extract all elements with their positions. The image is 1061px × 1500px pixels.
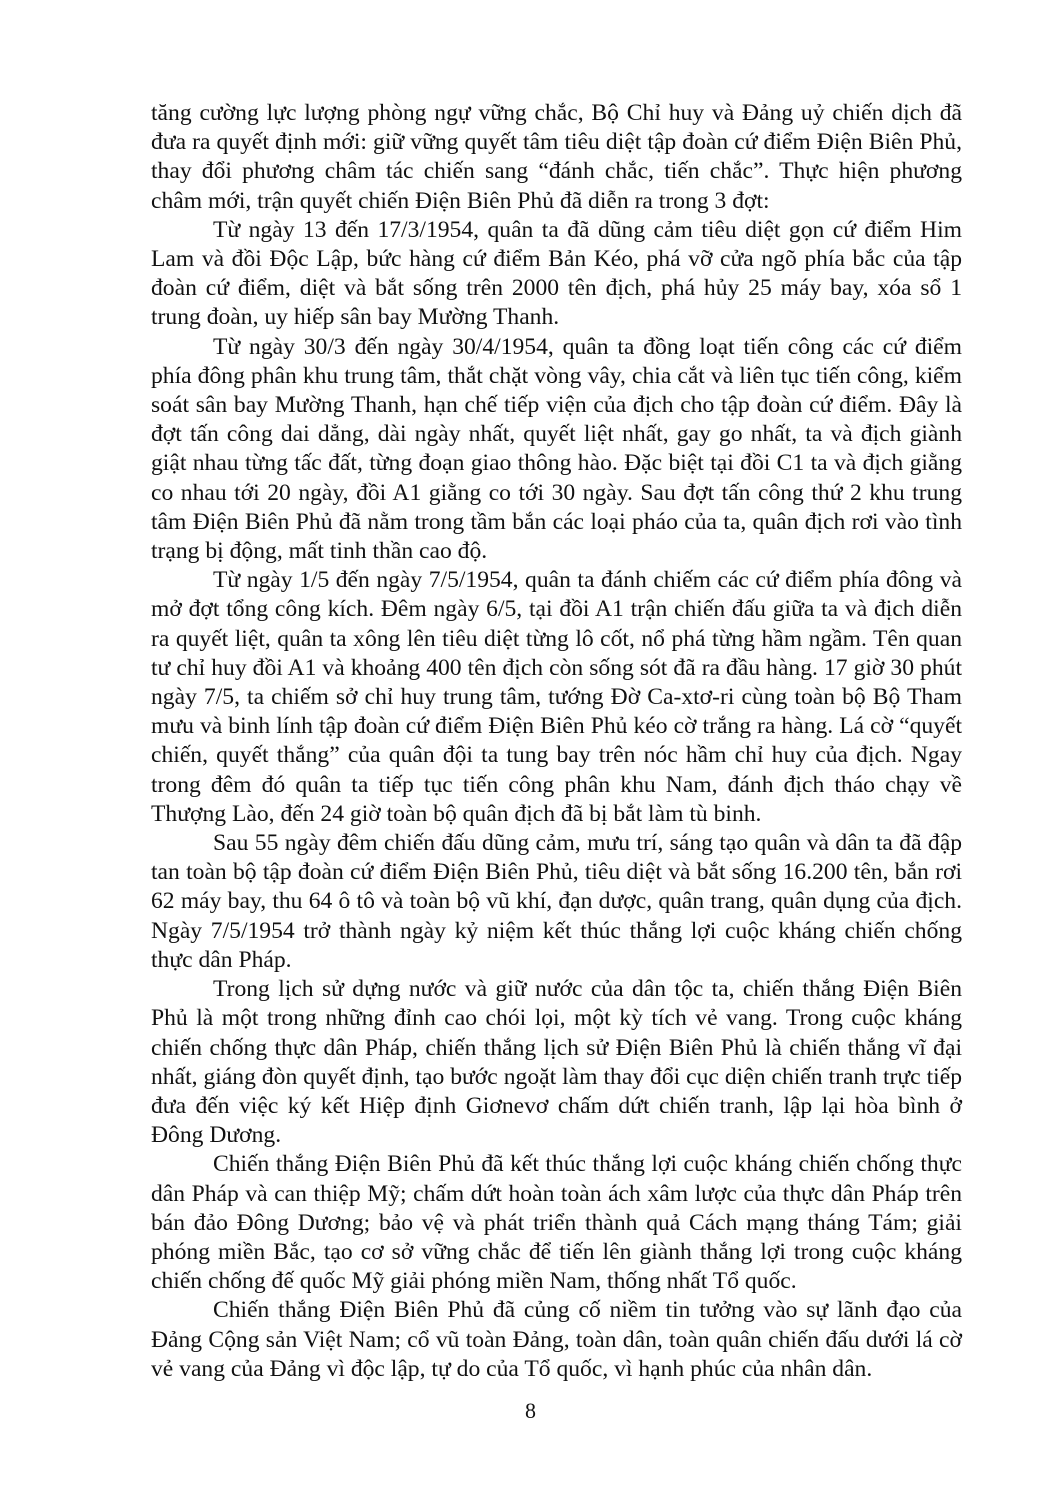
paragraph: tăng cường lực lượng phòng ngự vững chắc, Bộ Chỉ huy và Đảng uỷ chiến dịch đã đưa ra quyết định mới: giữ vững quyết tâm tiêu diệt tập đoàn cứ điểm Điện Biên Phủ, thay đổi phương châm tác chiến sang “đánh chắc, tiến chắc”. Thực hiện phương châm mới, trận quyết chiến Điện Biên Phủ đã diễn ra trong 3 đợt: [151, 100, 962, 214]
paragraph: Từ ngày 13 đến 17/3/1954, quân ta đã dũng cảm tiêu diệt gọn cứ điểm Him Lam và đồi Độc Lập, bức hàng cứ điểm Bản Kéo, phá vỡ cửa ngõ phía bắc của tập đoàn cứ điểm, diệt và bắt sống trên 2000 tên địch, phá hủy 25 máy bay, xóa sổ 1 trung đoàn, uy hiếp sân bay Mường Thanh. [151, 216, 962, 331]
paragraph: Chiến thắng Điện Biên Phủ đã kết thúc thắng lợi cuộc kháng chiến chống thực dân Pháp và can thiệp Mỹ; chấm dứt hoàn toàn ách xâm lược của thực dân Pháp trên bán đảo Đông Dương; bảo vệ và phát triển thành quả Cách mạng tháng Tám; giải phóng miền Bắc, tạo cơ sở vững chắc để tiến lên giành thắng lợi trong cuộc kháng chiến chống đế quốc Mỹ giải phóng miền Nam, thống nhất Tổ quốc. [151, 1151, 962, 1295]
paragraph: Chiến thắng Điện Biên Phủ đã củng cố niềm tin tưởng vào sự lãnh đạo của Đảng Cộng sản Việt Nam; cổ vũ toàn Đảng, toàn dân, toàn quân chiến đấu dưới lá cờ vẻ vang của Đảng vì độc lập, tự do của Tổ quốc, vì hạnh phúc của nhân dân. [151, 1297, 962, 1382]
paragraph: Trong lịch sử dựng nước và giữ nước của dân tộc ta, chiến thắng Điện Biên Phủ là một trong những đỉnh cao chói lọi, một kỳ tích vẻ vang. Trong cuộc kháng chiến chống thực dân Pháp, chiến thắng lịch sử Điện Biên Phủ là chiến thắng vĩ đại nhất, giáng đòn quyết định, tạo bước ngoặt làm thay đổi cục diện chiến tranh trực tiếp đưa đến việc ký kết Hiệp định Giơnevơ chấm dứt chiến tranh, lập lại hòa bình ở Đông Dương. [151, 976, 962, 1149]
paragraph: Từ ngày 30/3 đến ngày 30/4/1954, quân ta đồng loạt tiến công các cứ điểm phía đông phân khu trung tâm, thắt chặt vòng vây, chia cắt và liên tục tiến công, kiểm soát sân bay Mường Thanh, hạn chế tiếp viện của địch cho tập đoàn cứ điểm. Đây là đợt tấn công dai dẳng, dài ngày nhất, quyết liệt nhất, gay go nhất, ta và địch giành giật nhau từng tấc đất, từng đoạn giao thông hào. Đặc biệt tại đồi C1 ta và địch giằng co nhau tới 20 ngày, đồi A1 giằng co tới 30 ngày. Sau đợt tấn công thứ 2 khu trung tâm Điện Biên Phủ đã nằm trong tầm bắn các loại pháo của ta, quân địch rơi vào tình trạng bị động, mất tinh thần cao độ. [151, 333, 962, 565]
document-body [151, 99, 962, 1384]
paragraph: Từ ngày 1/5 đến ngày 7/5/1954, quân ta đánh chiếm các cứ điểm phía đông và mở đợt tổng công kích. Đêm ngày 6/5, tại đồi A1 trận chiến đấu giữa ta và địch diễn ra quyết liệt, quân ta xông lên tiêu diệt từng lô cốt, nổ phá từng hầm ngầm. Tên quan tư chỉ huy đồi A1 và khoảng 400 tên địch còn sống sót đã ra đầu hàng. 17 giờ 30 phút ngày 7/5, ta chiếm sở chỉ huy trung tâm, tướng Đờ Ca-xtơ-ri cùng toàn bộ Bộ Tham mưu và binh lính tập đoàn cứ điểm Điện Biên Phủ kéo cờ trắng ra hàng. Lá cờ “quyết chiến, quyết thắng” của quân đội ta tung bay trên nóc hầm chỉ huy của địch. Ngay trong đêm đó quân ta tiếp tục tiến công phân khu Nam, đánh địch tháo chạy về Thượng Lào, đến 24 giờ toàn bộ quân địch đã bị bắt làm tù binh. [151, 567, 962, 827]
page-number: 8 [525, 1398, 536, 1423]
paragraph: Sau 55 ngày đêm chiến đấu dũng cảm, mưu trí, sáng tạo quân và dân ta đã đập tan toàn bộ tập đoàn cứ điểm Điện Biên Phủ, tiêu diệt và bắt sống 16.200 tên, bắn rơi 62 máy bay, thu 64 ô tô và toàn bộ vũ khí, đạn dược, quân trang, quân dụng của địch. Ngày 7/5/1954 trở thành ngày kỷ niệm kết thúc thắng lợi cuộc kháng chiến chống thực dân Pháp. [151, 830, 962, 973]
